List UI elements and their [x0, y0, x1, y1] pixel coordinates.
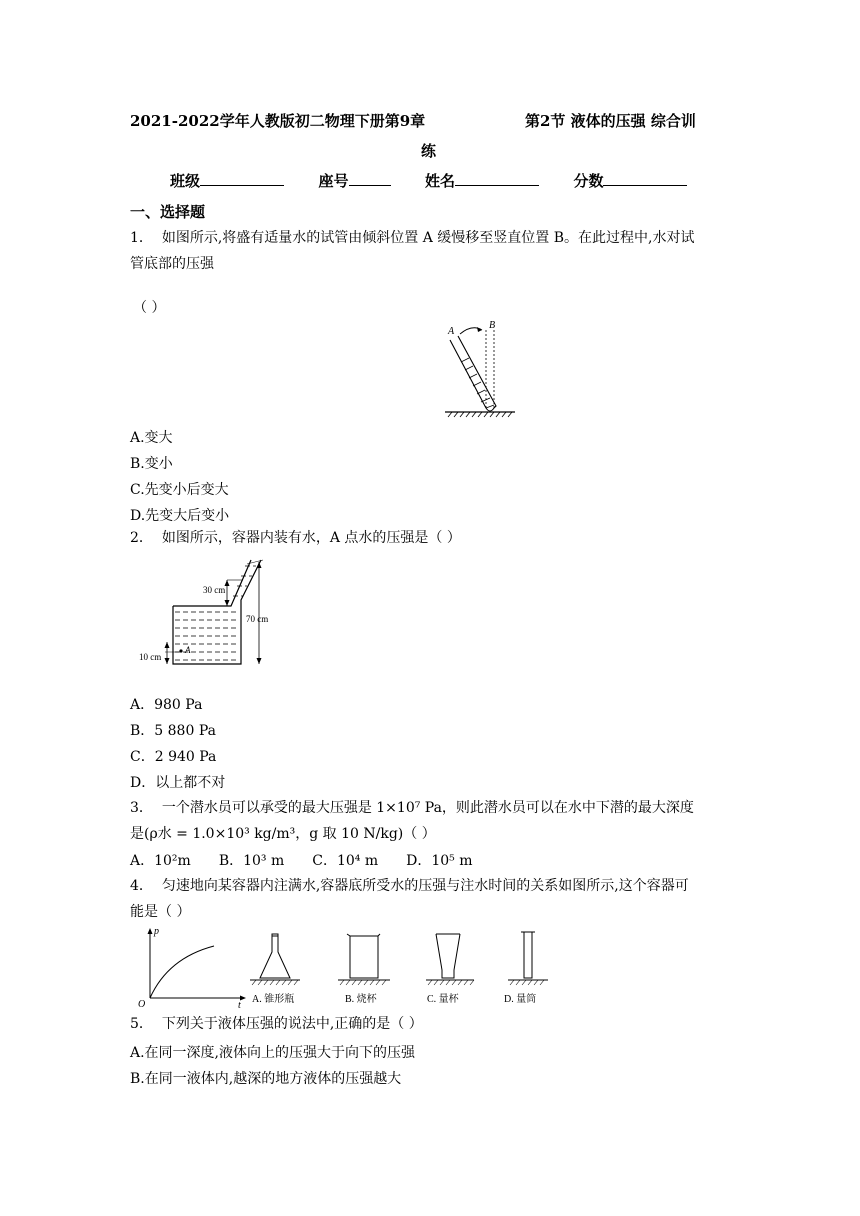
- q3-option-a[interactable]: A．10²m: [130, 853, 191, 869]
- title-wrap: 练: [421, 142, 437, 160]
- q1-option-b[interactable]: B.变小: [130, 456, 173, 472]
- q1-figure: [440, 318, 520, 418]
- q4-line1: [130, 874, 689, 898]
- q2-option-b[interactable]: B．5 880 Pa: [130, 723, 216, 739]
- q5-number: 5．: [130, 1016, 153, 1032]
- name-label: 姓名: [424, 172, 455, 190]
- q3-number: 3．: [130, 800, 153, 816]
- info-line: [170, 170, 687, 191]
- name-blank[interactable]: [455, 171, 539, 186]
- q5-option-b[interactable]: B.在同一液体内,越深的地方液体的压强越大: [130, 1071, 402, 1087]
- q3-text-line1: 一个潜水员可以承受的最大压强是 1×10⁷ Pa，则此潜水员可以在水中下潜的最大深度: [161, 800, 694, 816]
- vessel-cylinder: [508, 932, 548, 985]
- q2-figure: [135, 556, 285, 676]
- seat-blank[interactable]: [349, 171, 391, 186]
- q2-option-c[interactable]: C．2 940 Pa: [130, 749, 217, 765]
- q4-number: 4．: [130, 878, 153, 894]
- q5-line: [130, 1012, 423, 1036]
- q4-text-line1: 匀速地向某容器内注满水,容器底所受水的压强与注水时间的关系如图所示,这个容器可: [161, 878, 689, 894]
- q2-number: 2．: [130, 530, 153, 546]
- q4-axis-p: p: [154, 926, 159, 937]
- q4-figure: [132, 924, 552, 1010]
- q2-label-10: 10 cm: [139, 652, 162, 662]
- score-label: 分数: [573, 172, 604, 190]
- vessel-c-label: C. 量杯: [427, 994, 459, 1005]
- vessel-a-label: A. 锥形瓶: [252, 994, 295, 1005]
- class-label: 班级: [170, 172, 201, 190]
- seat-label: 座号: [318, 172, 349, 190]
- q3-option-d[interactable]: D．10⁵ m: [406, 853, 473, 869]
- q5-option-a[interactable]: A.在同一深度,液体向上的压强大于向下的压强: [130, 1045, 416, 1061]
- q3-options: [130, 850, 501, 870]
- q3-option-b[interactable]: B．10³ m: [218, 853, 285, 869]
- q1-option-d[interactable]: D.先变大后变小: [130, 508, 230, 524]
- q2-line: [130, 526, 461, 550]
- q2-label-70: 70 cm: [246, 614, 269, 624]
- q2-label-a: A: [185, 645, 191, 655]
- q3-line1: [130, 796, 694, 820]
- q1-number: 1．: [130, 230, 153, 246]
- q2-label-30: 30 cm: [203, 585, 226, 595]
- q1-text-line1: 如图所示,将盛有适量水的试管由倾斜位置 A 缓慢移至竖直位置 B。在此过程中,水对试: [161, 230, 695, 246]
- q1-text-line2: 管底部的压强: [130, 256, 214, 272]
- section-title: 一、选择题: [130, 203, 206, 221]
- score-blank[interactable]: [603, 171, 687, 186]
- vessel-flask: [250, 934, 300, 985]
- q4-axis-o: O: [138, 999, 146, 1010]
- q1-paren: （ ）: [133, 300, 166, 316]
- vessel-d-label: D. 量筒: [504, 994, 537, 1005]
- q3-option-c[interactable]: C．10⁴ m: [312, 853, 379, 869]
- q1-option-a[interactable]: A.变大: [130, 430, 173, 446]
- vessel-beaker: [338, 934, 390, 985]
- q1-label-b: B: [489, 320, 496, 331]
- vessel-measuring-cup: [426, 934, 474, 985]
- q5-text: 下列关于液体压强的说法中,正确的是（ ）: [161, 1016, 423, 1032]
- q1-label-a: A: [448, 326, 455, 337]
- q2-option-a[interactable]: A．980 Pa: [130, 697, 203, 713]
- q1-option-c[interactable]: C.先变小后变大: [130, 482, 229, 498]
- q2-option-d[interactable]: D．以上都不对: [130, 775, 226, 791]
- q3-text-line2: 是(ρ水 = 1.0×10³ kg/m³，g 取 10 N/kg)（ ）: [130, 826, 436, 842]
- q1-line1: [130, 226, 694, 250]
- q4-graph: [138, 926, 246, 1010]
- title-right: 第2节 液体的压强 综合训: [525, 112, 696, 130]
- q4-axis-t: t: [238, 1000, 241, 1010]
- class-blank[interactable]: [200, 171, 284, 186]
- q2-text: 如图所示，容器内装有水，A 点水的压强是（ ）: [161, 530, 461, 546]
- q4-text-line2: 能是（ ）: [130, 904, 191, 920]
- title-left: 2021-2022学年人教版初二物理下册第9章: [130, 112, 426, 130]
- vessel-b-label: B. 烧杯: [345, 994, 377, 1005]
